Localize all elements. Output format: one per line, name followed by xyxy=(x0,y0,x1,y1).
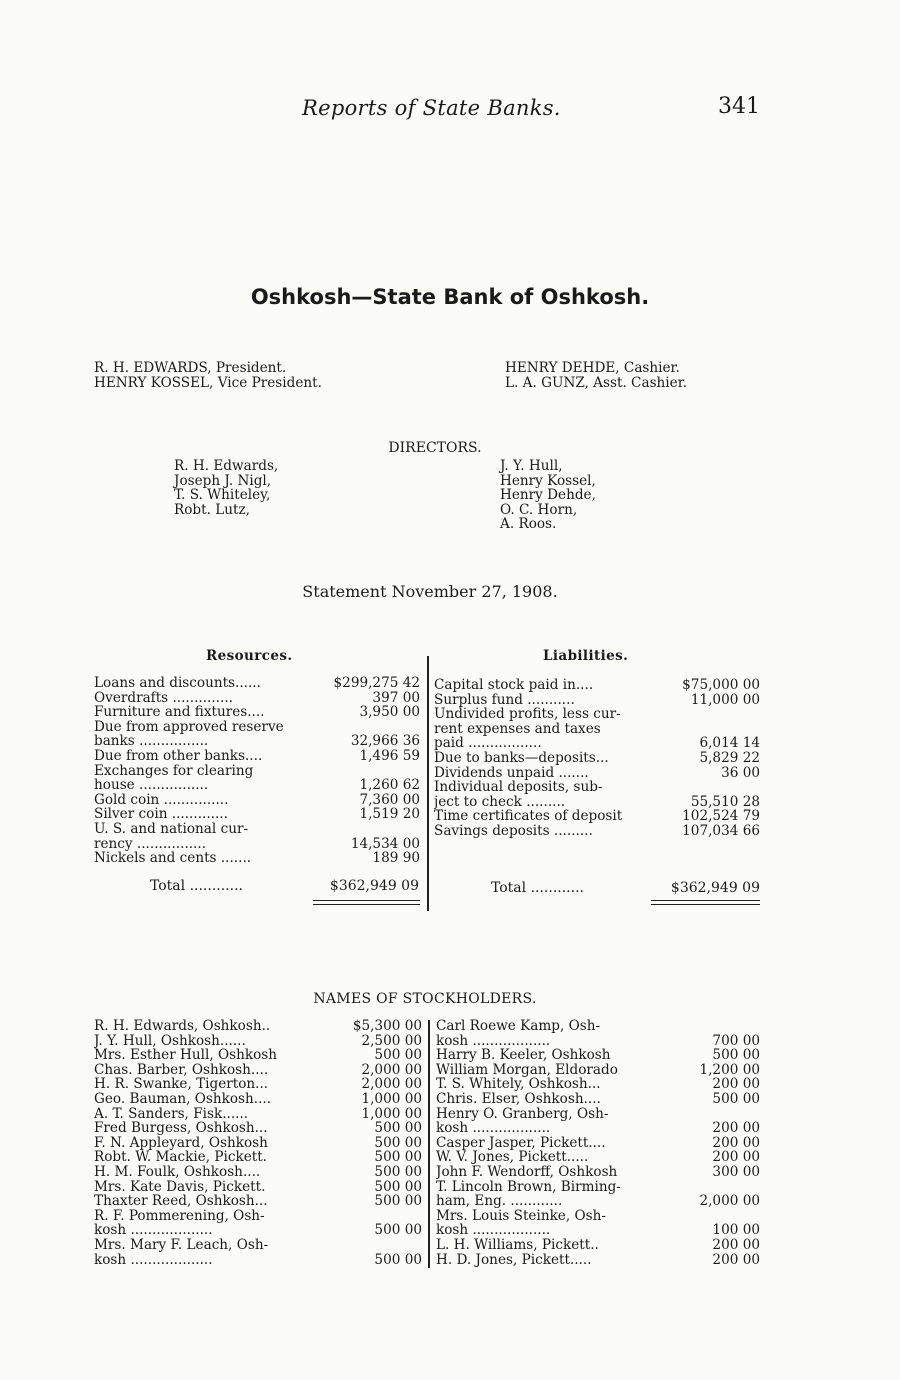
stockholder-row-label: Geo. Bauman, Oshkosh.... xyxy=(94,1091,272,1107)
stockholder-row xyxy=(94,1034,424,1049)
stockholder-row-label: ham, Eng. ............ xyxy=(436,1194,563,1209)
stockholder-row xyxy=(94,1077,424,1092)
stockholder-row-amount: 200 00 xyxy=(712,1134,760,1151)
stockholder-row-label: R. H. Edwards, Oshkosh.. xyxy=(94,1019,271,1034)
stockholder-row-amount: 200 00 xyxy=(712,1149,760,1166)
liabilities-table xyxy=(434,678,762,839)
liabilities-heading: Liabilities. xyxy=(543,648,629,664)
stockholder-row-label: Chris. Elser, Oshkosh.... xyxy=(436,1091,601,1107)
resource-row-amount: 189 90 xyxy=(372,850,420,867)
stockholder-row-amount: 2,000 00 xyxy=(699,1193,760,1210)
liability-row-amount: $75,000 00 xyxy=(682,677,760,693)
directors-heading: DIRECTORS. xyxy=(388,440,482,456)
liability-row-label: Due to banks—deposits... xyxy=(434,750,609,766)
stockholder-row-amount: $5,300 00 xyxy=(352,1018,422,1034)
resource-row-label: Exchanges for clearing xyxy=(94,763,254,779)
statement-divider xyxy=(427,656,429,911)
resource-row-amount: 32,966 36 xyxy=(350,733,420,750)
resource-row-amount: 14,534 00 xyxy=(350,835,420,852)
stockholder-row-label: Mrs. Kate Davis, Pickett. xyxy=(94,1179,266,1195)
stockholder-row-label: kosh .................. xyxy=(436,1121,551,1136)
stockholder-row xyxy=(94,1121,424,1136)
stockholder-row xyxy=(436,1077,762,1092)
resource-row-label: house ................ xyxy=(94,778,209,793)
resources-heading: Resources. xyxy=(206,648,293,664)
stockholder-row-amount: 500 00 xyxy=(712,1090,760,1107)
resource-row-label: Due from approved reserve xyxy=(94,719,284,735)
resource-row-label: Overdrafts .............. xyxy=(94,690,233,706)
stockholder-row-label: Chas. Barber, Oshkosh.... xyxy=(94,1062,269,1078)
director-name: A. Roos. xyxy=(500,516,557,533)
stockholder-row xyxy=(436,1150,762,1165)
liabilities-total-label: Total ............ xyxy=(491,880,584,896)
stockholder-row-label: William Morgan, Eldorado xyxy=(436,1062,618,1078)
director-name: Joseph J. Nigl, xyxy=(174,472,272,489)
liability-row xyxy=(434,766,762,781)
resource-row-label: Silver coin ............. xyxy=(94,807,228,822)
resource-row-label: U. S. and national cur- xyxy=(94,821,249,837)
director-name: Henry Dehde, xyxy=(500,487,596,504)
resource-row-amount: 397 00 xyxy=(372,689,420,706)
resource-row-label: Due from other banks.... xyxy=(94,748,263,764)
liability-row-label: ject to check ......... xyxy=(434,794,566,810)
stockholder-row-label: Fred Burgess, Oshkosh... xyxy=(94,1121,268,1136)
stockholder-row-label: A. T. Sanders, Fisk...... xyxy=(94,1106,249,1122)
resource-row xyxy=(94,822,422,837)
stockholder-row-label: kosh .................. xyxy=(436,1223,551,1238)
stockholder-row-label: Henry O. Granberg, Osh- xyxy=(436,1106,609,1122)
page-number: 341 xyxy=(718,94,760,119)
director-name: Henry Kossel, xyxy=(500,472,596,489)
stockholder-row-amount: 1,200 00 xyxy=(699,1061,760,1078)
liability-row xyxy=(434,824,762,839)
running-title: Reports of State Banks. xyxy=(302,96,561,120)
liability-row-label: Surplus fund ........... xyxy=(434,692,575,708)
resource-row-amount: 7,360 00 xyxy=(359,791,420,808)
stockholder-row-amount: 500 00 xyxy=(374,1193,422,1210)
stockholder-row xyxy=(436,1253,762,1268)
stockholder-row-amount: 200 00 xyxy=(712,1120,760,1137)
stockholder-row-label: H. M. Foulk, Oshkosh.... xyxy=(94,1164,261,1180)
resources-table xyxy=(94,676,422,866)
resource-row xyxy=(94,807,422,822)
stockholder-row-label: Carl Roewe Kamp, Osh- xyxy=(436,1019,601,1034)
resource-row-amount: $299,275 42 xyxy=(333,675,420,691)
stockholder-row-label: Mrs. Esther Hull, Oshkosh xyxy=(94,1048,277,1063)
stockholders-right-table xyxy=(436,1019,762,1267)
stockholder-row-label: H. D. Jones, Pickett..... xyxy=(436,1252,592,1268)
officer-vice-president: HENRY KOSSEL, Vice President. xyxy=(94,374,322,391)
officers-right xyxy=(505,361,687,390)
stockholder-row-amount: 500 00 xyxy=(374,1120,422,1137)
stockholder-row xyxy=(94,1194,424,1209)
officers-left xyxy=(94,361,322,390)
stockholder-row xyxy=(436,1180,762,1195)
liability-row xyxy=(434,809,762,824)
liability-row xyxy=(434,693,762,708)
officer-asst-cashier: L. A. GUNZ, Asst. Cashier. xyxy=(505,374,688,391)
statement-title: Statement November 27, 1908. xyxy=(302,582,558,601)
stockholder-row-amount: 500 00 xyxy=(374,1047,422,1064)
stockholder-row xyxy=(436,1063,762,1078)
stockholders-left-table xyxy=(94,1019,424,1267)
liability-row-label: Undivided profits, less cur- xyxy=(434,707,621,722)
stockholder-row-amount: 500 00 xyxy=(374,1134,422,1151)
stockholder-row-amount: 1,000 00 xyxy=(361,1105,422,1122)
stockholder-row xyxy=(436,1165,762,1180)
stockholder-row-label: Thaxter Reed, Oshkosh... xyxy=(94,1194,268,1209)
resource-row xyxy=(94,778,422,793)
stockholder-row xyxy=(436,1136,762,1151)
bank-title: Oshkosh—State Bank of Oshkosh. xyxy=(250,285,650,309)
stockholder-row xyxy=(94,1092,424,1107)
stockholder-row-amount: 200 00 xyxy=(712,1236,760,1253)
stockholder-row-amount: 500 00 xyxy=(374,1251,422,1268)
liability-row xyxy=(434,751,762,766)
stockholder-row-label: T. Lincoln Brown, Birming- xyxy=(436,1179,621,1195)
stockholder-row-label: Robt. W. Mackie, Pickett. xyxy=(94,1150,268,1165)
resources-total-rule xyxy=(313,900,420,905)
stockholder-row-amount: 200 00 xyxy=(712,1251,760,1268)
resource-row xyxy=(94,691,422,706)
liability-row-label: Savings deposits ......... xyxy=(434,823,593,839)
liabilities-total-amount: $362,949 09 xyxy=(670,880,760,896)
resource-row-amount: 1,260 62 xyxy=(359,777,420,794)
liability-row-amount: 36 00 xyxy=(721,764,760,781)
resource-row xyxy=(94,851,422,866)
resource-row-label: Gold coin ............... xyxy=(94,792,229,808)
director-name: R. H. Edwards, xyxy=(174,458,279,474)
liability-row xyxy=(434,795,762,810)
liability-row xyxy=(434,722,762,737)
resource-row xyxy=(94,734,422,749)
stockholder-row xyxy=(94,1223,424,1238)
stockholder-row xyxy=(94,1209,424,1224)
stockholder-row-amount: 500 00 xyxy=(712,1047,760,1064)
stockholder-row-amount: 500 00 xyxy=(374,1222,422,1239)
liability-row-label: Capital stock paid in.... xyxy=(434,678,594,693)
liability-row-label: paid ................. xyxy=(434,736,542,751)
stockholder-row xyxy=(94,1253,424,1268)
stockholder-row-amount: 200 00 xyxy=(712,1076,760,1093)
resource-row xyxy=(94,793,422,808)
liability-row-label: Time certificates of deposit xyxy=(434,809,623,824)
stockholder-row xyxy=(436,1121,762,1136)
liability-row-amount: 11,000 00 xyxy=(690,691,760,708)
stockholder-row xyxy=(94,1107,424,1122)
resource-row xyxy=(94,705,422,720)
stockholder-row xyxy=(436,1019,762,1034)
stockholder-row-label: H. R. Swanke, Tigerton... xyxy=(94,1077,269,1092)
officer-cashier: HENRY DEHDE, Cashier. xyxy=(505,360,680,376)
stockholder-row-amount: 100 00 xyxy=(712,1222,760,1239)
stockholder-row xyxy=(94,1048,424,1063)
resource-row-label: Furniture and fixtures.... xyxy=(94,705,265,720)
resource-row-label: banks ................ xyxy=(94,734,209,749)
stockholder-row xyxy=(94,1180,424,1195)
stockholder-row-amount: 2,500 00 xyxy=(361,1032,422,1049)
stockholder-row-label: Casper Jasper, Pickett.... xyxy=(436,1135,606,1151)
liability-row-amount: 55,510 28 xyxy=(690,793,760,810)
stockholder-row xyxy=(436,1048,762,1063)
stockholder-row-label: kosh ................... xyxy=(94,1252,213,1268)
officer-president: R. H. EDWARDS, President. xyxy=(94,360,287,376)
resource-row-label: Loans and discounts...... xyxy=(94,676,261,691)
resource-row xyxy=(94,837,422,852)
stockholder-row xyxy=(94,1063,424,1078)
stockholder-row-label: Harry B. Keeler, Oshkosh xyxy=(436,1048,611,1063)
stockholder-row xyxy=(94,1136,424,1151)
stockholder-row-label: W. V. Jones, Pickett..... xyxy=(436,1150,589,1165)
stockholder-row-label: Mrs. Louis Steinke, Osh- xyxy=(436,1208,606,1224)
liability-row xyxy=(434,736,762,751)
stockholders-divider xyxy=(428,1020,430,1268)
resources-total-amount: $362,949 09 xyxy=(329,878,419,894)
stockholder-row xyxy=(436,1194,762,1209)
director-name: O. C. Horn, xyxy=(500,501,578,518)
liability-row-amount: 107,034 66 xyxy=(682,822,760,839)
resource-row xyxy=(94,676,422,691)
stockholder-row-amount: 500 00 xyxy=(374,1178,422,1195)
stockholder-row-label: T. S. Whitely, Oshkosh... xyxy=(436,1077,601,1092)
resources-total-label: Total ............ xyxy=(150,878,243,894)
liabilities-total-rule xyxy=(651,900,760,905)
resource-row-label: rency ................ xyxy=(94,836,207,852)
liability-row xyxy=(434,707,762,722)
director-name: Robt. Lutz, xyxy=(174,501,250,518)
director-name: J. Y. Hull, xyxy=(500,458,563,474)
directors-left-list xyxy=(174,459,278,517)
resource-row-amount: 3,950 00 xyxy=(359,704,420,721)
stockholder-row-amount: 500 00 xyxy=(374,1163,422,1180)
stockholder-row xyxy=(436,1238,762,1253)
stockholder-row xyxy=(436,1034,762,1049)
resource-row xyxy=(94,749,422,764)
stockholder-row xyxy=(94,1019,424,1034)
resource-row-label: Nickels and cents ....... xyxy=(94,851,252,866)
director-name: T. S. Whiteley, xyxy=(174,487,271,504)
stockholder-row-label: J. Y. Hull, Oshkosh...... xyxy=(94,1033,246,1049)
stockholder-row xyxy=(94,1238,424,1253)
stockholder-row xyxy=(436,1223,762,1238)
stockholder-row-label: F. N. Appleyard, Oshkosh xyxy=(94,1135,268,1151)
stockholder-row-label: R. F. Pommerening, Osh- xyxy=(94,1208,265,1224)
stockholder-row-label: kosh .................. xyxy=(436,1033,551,1049)
stockholder-row-label: L. H. Williams, Pickett.. xyxy=(436,1237,599,1253)
stockholder-row-amount: 700 00 xyxy=(712,1032,760,1049)
liability-row-label: rent expenses and taxes xyxy=(434,721,601,737)
stockholder-row-label: Mrs. Mary F. Leach, Osh- xyxy=(94,1237,269,1253)
resource-row xyxy=(94,764,422,779)
stockholder-row-label: kosh ................... xyxy=(94,1223,213,1238)
stockholder-row-amount: 300 00 xyxy=(712,1163,760,1180)
stockholder-row xyxy=(436,1092,762,1107)
stockholder-row xyxy=(94,1150,424,1165)
stockholder-row-amount: 2,000 00 xyxy=(361,1076,422,1093)
resource-row xyxy=(94,720,422,735)
stockholder-row xyxy=(94,1165,424,1180)
stockholder-row xyxy=(436,1107,762,1122)
liability-row-amount: 6,014 14 xyxy=(699,735,760,752)
liability-row-label: Individual deposits, sub- xyxy=(434,780,603,795)
stockholder-row xyxy=(436,1209,762,1224)
stockholder-row-amount: 2,000 00 xyxy=(361,1061,422,1078)
liability-row-amount: 5,829 22 xyxy=(699,749,760,766)
stockholder-row-label: John F. Wendorff, Oshkosh xyxy=(436,1164,618,1180)
liability-row-amount: 102,524 79 xyxy=(682,808,760,825)
resource-row-amount: 1,519 20 xyxy=(359,806,420,823)
liability-row-label: Dividends unpaid ....... xyxy=(434,765,589,781)
directors-right-list xyxy=(500,459,596,532)
stockholders-heading: NAMES OF STOCKHOLDERS. xyxy=(313,991,537,1007)
stockholder-row-amount: 500 00 xyxy=(374,1149,422,1166)
liability-row xyxy=(434,678,762,693)
liability-row xyxy=(434,780,762,795)
stockholder-row-amount: 1,000 00 xyxy=(361,1090,422,1107)
resource-row-amount: 1,496 59 xyxy=(359,747,420,764)
